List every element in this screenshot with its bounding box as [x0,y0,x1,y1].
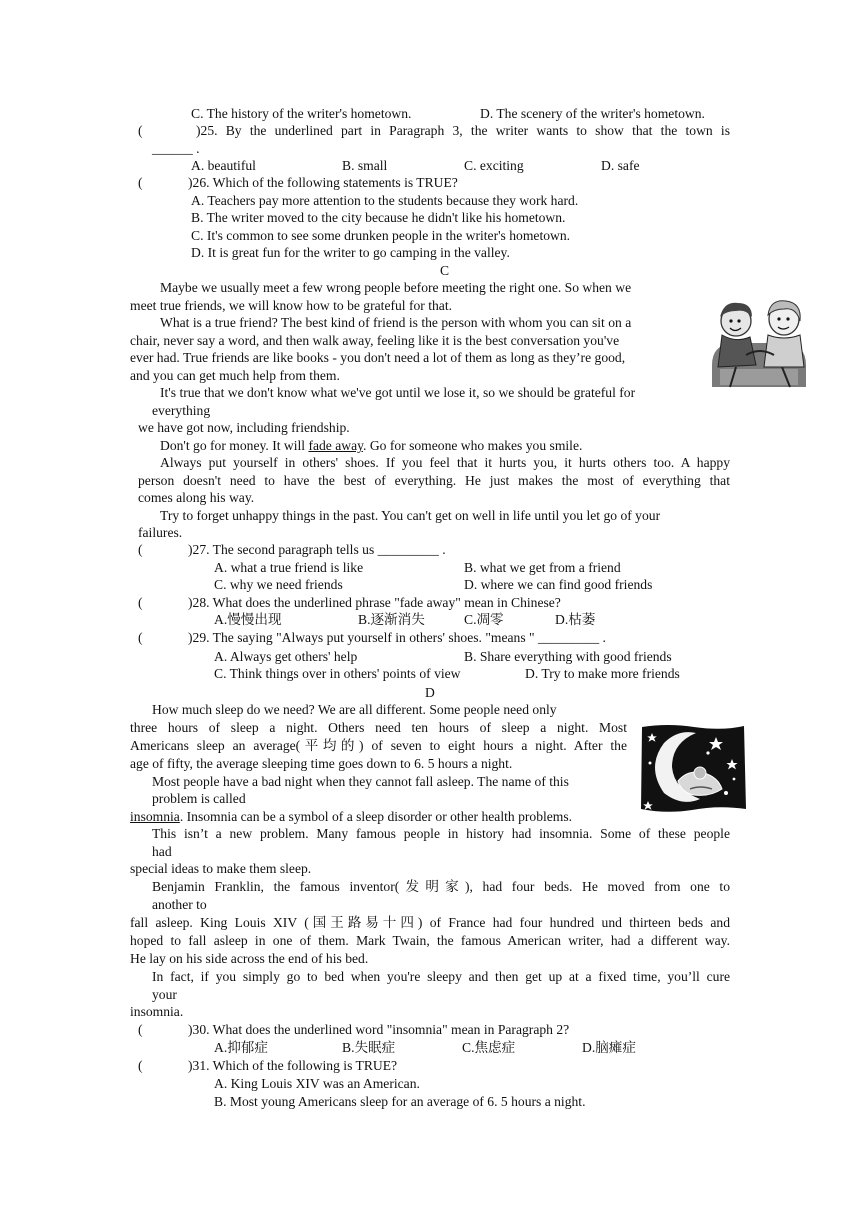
d-paragraph-5: insomnia. [130,1004,184,1019]
q29-question: )29. The saying "Always put yourself in others' shoes. "means " _________ . [188,630,606,645]
c-paragraph-6: failures. [138,525,183,540]
q25-question: )25. By the underlined part in Paragraph 3, the writer wants to show that the town is [196,123,730,138]
q29-option-b: B. Share everything with good friends [464,649,672,664]
sleeping-moon-illustration [638,723,748,813]
q28-option-a: A.慢慢出现 [214,612,282,627]
c-paragraph-5: Always put yourself in others' shoes. If you feel that it hurts you, it hurts others too. A happy [160,455,730,470]
q31-question: )31. Which of the following is TRUE? [188,1058,398,1073]
q26-option-d: D. It is great fun for the writer to go camping in the valley. [191,245,510,260]
friends-illustration [706,295,812,393]
d-paragraph-3: special ideas to make them sleep. [130,861,312,876]
c-paragraph-4: Don't go for money. It will fade away. Go for someone who makes you smile. [160,438,583,453]
q30-option-a: A.抑郁症 [214,1040,268,1055]
d-paragraph-3: This isn’t a new problem. Many famous people in history had insomnia. Some of these people [152,826,730,841]
c-paragraph-6: Try to forget unhappy things in the past. You can't get on well in life until you let go of your [160,508,661,523]
q25-answer-paren: ( [138,123,143,138]
q30-answer-paren: ( [138,1022,143,1037]
underlined-phrase: fade away [308,438,364,453]
q31-answer-paren: ( [138,1058,143,1073]
q28-option-c: C.凋零 [464,612,504,627]
q27-option-c: C. why we need friends [214,577,343,592]
q29-answer-paren: ( [138,630,143,645]
q27-option-b: B. what we get from a friend [464,560,621,575]
q28-option-d: D.枯萎 [555,612,596,627]
q28-question: )28. What does the underlined phrase "fade away" mean in Chinese? [188,595,561,610]
d-paragraph-5: In fact, if you simply go to bed when you're sleepy and then get up at a fixed time, you’ll cure [152,969,730,984]
d-paragraph-1: three hours of sleep a night. Others need ten hours of sleep a night. Most [130,720,627,735]
d-paragraph-5: your [152,987,177,1002]
d-paragraph-4: He lay on his side across the end of his bed. [130,951,369,966]
c-paragraph-3: It's true that we don't know what we've got until we lose it, so we should be grateful for [160,385,636,400]
q24-option-c: C. The history of the writer's hometown. [191,106,412,121]
underlined-word: insomnia [130,809,180,824]
section-d-heading: D [425,685,435,700]
q29-option-a: A. Always get others' help [214,649,358,664]
q26-answer-paren: ( [138,175,143,190]
q26-question: )26. Which of the following statements is TRUE? [188,175,458,190]
q26-option-c: C. It's common to see some drunken people in the writer's hometown. [191,228,571,243]
d-paragraph-4: fall asleep. King Louis XIV (国王路易十四) of France had four hundred und thirteen beds and [130,915,730,930]
q30-option-b: B.失眠症 [342,1040,396,1055]
d-paragraph-2: insomnia. Insomnia can be a symbol of a sleep disorder or other health problems. [130,809,573,824]
q29-option-d: D. Try to make more friends [525,666,680,681]
q30-option-c: C.焦虑症 [462,1040,516,1055]
c-paragraph-5: comes along his way. [138,490,255,505]
q27-question: )27. The second paragraph tells us _________ . [188,542,446,557]
d-paragraph-1: age of fifty, the average sleeping time goes down to 6. 5 hours a night. [130,756,513,771]
d-paragraph-1: Americans sleep an average(平均的) of seven to eight hours a night. After the [130,738,627,753]
c-paragraph-1: Maybe we usually meet a few wrong people before meeting the right one. So when we [160,280,632,295]
c-paragraph-5: person doesn't need to have the best of everything. He just makes the most of everything that [138,473,730,488]
q30-question: )30. What does the underlined word "insomnia" mean in Paragraph 2? [188,1022,570,1037]
c-paragraph-3: everything [152,403,211,418]
q28-option-b: B.逐渐消失 [358,612,425,627]
q31-option-a: A. King Louis XIV was an American. [214,1076,420,1091]
c-paragraph-1: meet true friends, we will know how to be grateful for that. [130,298,453,313]
q25-option-b: B. small [342,158,388,173]
q26-option-b: B. The writer moved to the city because he didn't like his hometown. [191,210,566,225]
c-paragraph-2: ever had. True friends are like books - you don't need a lot of them as long as they’re good, [130,350,626,365]
d-paragraph-4: hoped to fall asleep in one of them. Mark Twain, the famous American writer, had a different way. [130,933,730,948]
q29-option-c: C. Think things over in others' points of view [214,666,461,681]
q27-answer-paren: ( [138,542,143,557]
c-paragraph-2: chair, never say a word, and then walk away, feeling like it is the best conversation you've [130,333,620,348]
q25-option-c: C. exciting [464,158,524,173]
d-paragraph-4: another to [152,897,207,912]
d-paragraph-2: Most people have a bad night when they cannot fall asleep. The name of this [152,774,569,789]
q27-option-a: A. what a true friend is like [214,560,364,575]
q30-option-d: D.脑瘫症 [582,1040,636,1055]
q25-blank: ______ . [152,141,200,156]
q25-option-a: A. beautiful [191,158,256,173]
q26-option-a: A. Teachers pay more attention to the students because they work hard. [191,193,579,208]
c-paragraph-3: we have got now, including friendship. [138,420,350,435]
d-paragraph-1: How much sleep do we need? We are all different. Some people need only [152,702,557,717]
q27-option-d: D. where we can find good friends [464,577,653,592]
c-paragraph-2: What is a true friend? The best kind of friend is the person with whom you can sit on a [160,315,632,330]
q25-option-d: D. safe [601,158,640,173]
section-c-heading: C [440,263,450,278]
q24-option-d: D. The scenery of the writer's hometown. [480,106,705,121]
d-paragraph-2: problem is called [152,791,246,806]
d-paragraph-3: had [152,844,172,859]
c-paragraph-2: and you can get much help from them. [130,368,340,383]
q31-option-b: B. Most young Americans sleep for an average of 6. 5 hours a night. [214,1094,586,1109]
d-paragraph-4: Benjamin Franklin, the famous inventor(发明家), had four beds. He moved from one to [152,879,730,894]
q28-answer-paren: ( [138,595,143,610]
